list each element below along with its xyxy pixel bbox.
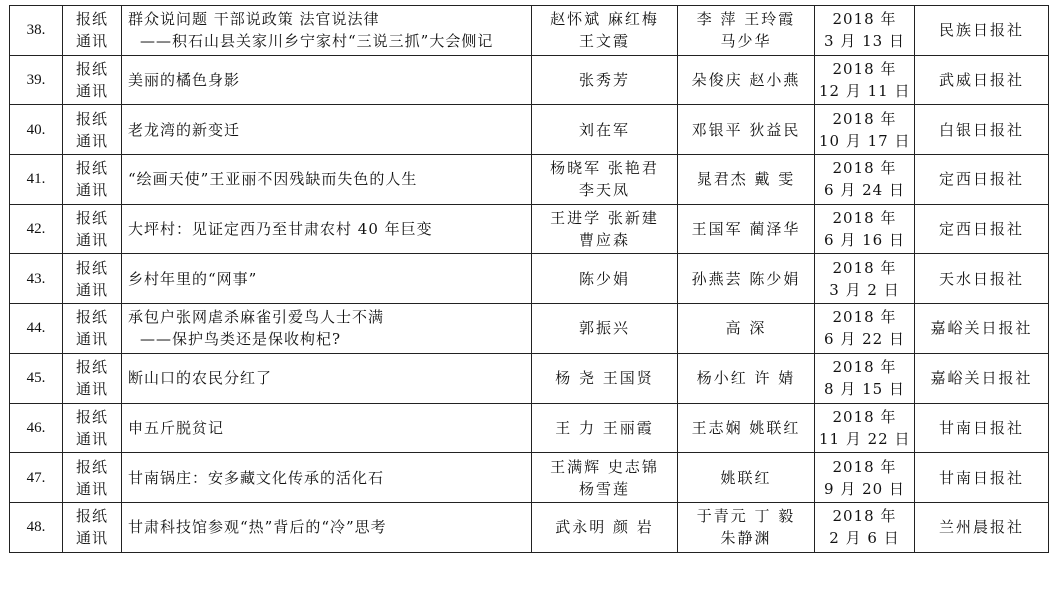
entry-editors-line: 马少华	[720, 32, 772, 51]
entry-title	[122, 353, 532, 403]
table-row	[10, 453, 1049, 503]
entry-authors	[532, 204, 678, 254]
entry-type	[63, 6, 122, 56]
publisher: 甘南日报社	[915, 453, 1049, 503]
entry-title-line: 承包户张网虐杀麻雀引爱鸟人士不满	[128, 308, 385, 327]
entry-type	[63, 105, 122, 155]
publish-date-line: 2018 年	[832, 507, 897, 526]
entry-authors	[532, 6, 678, 56]
publisher: 天水日报社	[915, 254, 1049, 304]
entry-title-line: 大坪村：见证定西乃至甘肃农村 40 年巨变	[128, 220, 433, 239]
entry-type-line: 报纸	[75, 159, 108, 178]
entry-type-line: 通讯	[75, 231, 108, 250]
entry-title	[122, 453, 532, 503]
publish-date	[815, 204, 915, 254]
entry-title-line: ——积石山县关家川乡宁家村“三说三抓”大会侧记	[140, 32, 494, 51]
publish-date-line: 6 月 22 日	[824, 330, 905, 349]
entry-editors-line: 于青元 丁 毅	[696, 507, 796, 526]
entry-title-line: 乡村年里的“网事”	[128, 269, 258, 288]
entry-editors	[678, 304, 815, 354]
awards-table	[9, 5, 1049, 553]
table-row	[10, 353, 1049, 403]
entry-type-line: 报纸	[75, 308, 108, 327]
entry-authors-line: 王文霞	[578, 32, 630, 51]
publisher: 兰州晨报社	[915, 502, 1049, 552]
publisher: 嘉峪关日报社	[915, 353, 1049, 403]
row-number: 38.	[10, 6, 63, 56]
table-row	[10, 105, 1049, 155]
publish-date-line: 2018 年	[832, 159, 897, 178]
publish-date	[815, 254, 915, 304]
entry-editors-line: 邓银平 狄益民	[691, 120, 801, 139]
entry-authors-line: 王 力 王丽霞	[555, 418, 654, 437]
row-number: 47.	[10, 453, 63, 503]
entry-title	[122, 155, 532, 205]
entry-type	[63, 403, 122, 453]
table-body	[10, 6, 1049, 553]
entry-editors	[678, 453, 815, 503]
entry-title-line: 美丽的橘色身影	[128, 71, 241, 90]
entry-editors	[678, 254, 815, 304]
publish-date	[815, 353, 915, 403]
publish-date	[815, 6, 915, 56]
publisher: 白银日报社	[915, 105, 1049, 155]
entry-type-line: 通讯	[75, 32, 108, 51]
entry-type-line: 通讯	[75, 181, 108, 200]
row-number: 42.	[10, 204, 63, 254]
entry-authors-line: 李天凤	[578, 181, 630, 200]
entry-authors-line: 陈少娟	[578, 269, 630, 288]
entry-authors	[532, 453, 678, 503]
entry-type-line: 报纸	[75, 209, 108, 228]
entry-title-line: ——保护鸟类还是保收枸杞?	[140, 330, 342, 349]
entry-type-line: 通讯	[75, 529, 108, 548]
entry-authors	[532, 304, 678, 354]
publish-date-line: 3 月 13 日	[824, 32, 905, 51]
entry-authors	[532, 502, 678, 552]
row-number: 48.	[10, 502, 63, 552]
entry-type-line: 通讯	[75, 429, 108, 448]
row-number: 46.	[10, 403, 63, 453]
entry-authors-line: 杨 尧 王国贤	[555, 369, 654, 388]
entry-title-line: 甘南锅庄：安多藏文化传承的活化石	[128, 468, 385, 487]
entry-type	[63, 353, 122, 403]
publish-date	[815, 105, 915, 155]
publish-date-line: 2018 年	[832, 109, 897, 128]
publisher: 民族日报社	[915, 6, 1049, 56]
entry-editors	[678, 502, 815, 552]
entry-title-line: 申五斤脱贫记	[128, 418, 225, 437]
entry-title	[122, 502, 532, 552]
row-number: 39.	[10, 55, 63, 105]
publish-date-line: 8 月 15 日	[824, 380, 905, 399]
entry-title	[122, 403, 532, 453]
publish-date-line: 6 月 16 日	[824, 231, 905, 250]
entry-editors	[678, 105, 815, 155]
publish-date-line: 2018 年	[832, 457, 897, 476]
entry-authors	[532, 155, 678, 205]
entry-authors	[532, 403, 678, 453]
publish-date-line: 2018 年	[832, 258, 897, 277]
table-row	[10, 304, 1049, 354]
entry-type	[63, 254, 122, 304]
entry-type-line: 报纸	[75, 457, 108, 476]
publish-date-line: 2018 年	[832, 407, 897, 426]
publish-date-line: 2018 年	[832, 60, 897, 79]
entry-type-line: 报纸	[75, 358, 108, 377]
row-number: 43.	[10, 254, 63, 304]
entry-title-line: 断山口的农民分红了	[128, 369, 273, 388]
entry-editors	[678, 403, 815, 453]
entry-authors	[532, 353, 678, 403]
entry-authors-line: 张秀芳	[578, 71, 630, 90]
table-row	[10, 403, 1049, 453]
publish-date	[815, 453, 915, 503]
entry-editors	[678, 204, 815, 254]
row-number: 41.	[10, 155, 63, 205]
entry-type-line: 报纸	[75, 258, 108, 277]
entry-type-line: 报纸	[75, 407, 108, 426]
table-row	[10, 254, 1049, 304]
entry-authors	[532, 105, 678, 155]
publisher: 定西日报社	[915, 155, 1049, 205]
entry-type	[63, 204, 122, 254]
entry-type	[63, 304, 122, 354]
entry-title	[122, 204, 532, 254]
entry-authors-line: 王进学 张新建	[550, 209, 659, 228]
publish-date-line: 3 月 2 日	[829, 280, 900, 299]
publisher: 定西日报社	[915, 204, 1049, 254]
publish-date-line: 9 月 20 日	[824, 479, 905, 498]
entry-type-line: 报纸	[75, 507, 108, 526]
entry-authors-line: 刘在军	[578, 120, 630, 139]
entry-type-line: 通讯	[75, 131, 108, 150]
entry-authors-line: 赵怀斌 麻红梅	[550, 10, 659, 29]
entry-type-line: 通讯	[75, 380, 108, 399]
entry-editors-line: 王志娴 姚联红	[691, 418, 801, 437]
row-number: 40.	[10, 105, 63, 155]
publish-date	[815, 502, 915, 552]
publisher: 甘南日报社	[915, 403, 1049, 453]
table-row	[10, 55, 1049, 105]
entry-title	[122, 55, 532, 105]
entry-type	[63, 155, 122, 205]
entry-type	[63, 55, 122, 105]
entry-authors-line: 武永明 颜 岩	[555, 518, 654, 537]
entry-type-line: 报纸	[75, 109, 108, 128]
entry-authors-line: 杨雪莲	[578, 479, 630, 498]
publish-date-line: 2018 年	[832, 358, 897, 377]
entry-type-line: 通讯	[75, 280, 108, 299]
entry-type-line: 报纸	[75, 60, 108, 79]
entry-authors-line: 杨晓军 张艳君	[550, 159, 659, 178]
entry-title-line: “绘画天使”王亚丽不因残缺而失色的人生	[128, 170, 418, 189]
table-row	[10, 155, 1049, 205]
entry-editors	[678, 55, 815, 105]
table-row	[10, 204, 1049, 254]
publish-date-line: 6 月 24 日	[824, 181, 905, 200]
publish-date-line: 10 月 17 日	[819, 131, 911, 150]
entry-title	[122, 304, 532, 354]
row-number: 44.	[10, 304, 63, 354]
entry-title	[122, 6, 532, 56]
publish-date	[815, 304, 915, 354]
entry-type-line: 通讯	[75, 479, 108, 498]
entry-editors-line: 孙燕芸 陈少娟	[691, 269, 801, 288]
table-row	[10, 6, 1049, 56]
entry-editors-line: 朵俊庆 赵小燕	[691, 71, 801, 90]
entry-editors-line: 高 深	[725, 319, 767, 338]
publisher: 嘉峪关日报社	[915, 304, 1049, 354]
entry-type-line: 通讯	[75, 330, 108, 349]
entry-editors	[678, 155, 815, 205]
publish-date	[815, 403, 915, 453]
entry-type-line: 报纸	[75, 10, 108, 29]
entry-editors-line: 李 萍 王玲霞	[696, 10, 796, 29]
publish-date	[815, 55, 915, 105]
entry-title	[122, 254, 532, 304]
entry-authors	[532, 254, 678, 304]
entry-editors	[678, 353, 815, 403]
publish-date	[815, 155, 915, 205]
row-number: 45.	[10, 353, 63, 403]
publish-date-line: 12 月 11 日	[819, 82, 911, 101]
entry-authors-line: 王满辉 史志锦	[550, 457, 659, 476]
entry-title-line: 老龙湾的新变迁	[128, 120, 241, 139]
entry-type	[63, 453, 122, 503]
publish-date-line: 2 月 6 日	[829, 529, 900, 548]
publish-date-line: 2018 年	[832, 308, 897, 327]
entry-title-line: 甘肃科技馆参观“热”背后的“冷”思考	[128, 518, 387, 537]
entry-editors-line: 姚联红	[720, 468, 772, 487]
entry-authors-line: 郭振兴	[578, 319, 630, 338]
entry-type-line: 通讯	[75, 82, 108, 101]
publisher: 武威日报社	[915, 55, 1049, 105]
entry-title-line: 群众说问题 干部说政策 法官说法律	[128, 10, 380, 29]
entry-authors	[532, 55, 678, 105]
entry-editors-line: 王国军 蔺泽华	[691, 220, 801, 239]
table-row	[10, 502, 1049, 552]
publish-date-line: 2018 年	[832, 209, 897, 228]
entry-editors-line: 晁君杰 戴 雯	[696, 170, 796, 189]
entry-type	[63, 502, 122, 552]
publish-date-line: 11 月 22 日	[819, 429, 911, 448]
entry-title	[122, 105, 532, 155]
entry-editors-line: 朱静渊	[720, 529, 772, 548]
entry-editors-line: 杨小红 许 婧	[696, 369, 796, 388]
publish-date-line: 2018 年	[832, 10, 897, 29]
entry-editors	[678, 6, 815, 56]
entry-authors-line: 曹应森	[578, 231, 630, 250]
